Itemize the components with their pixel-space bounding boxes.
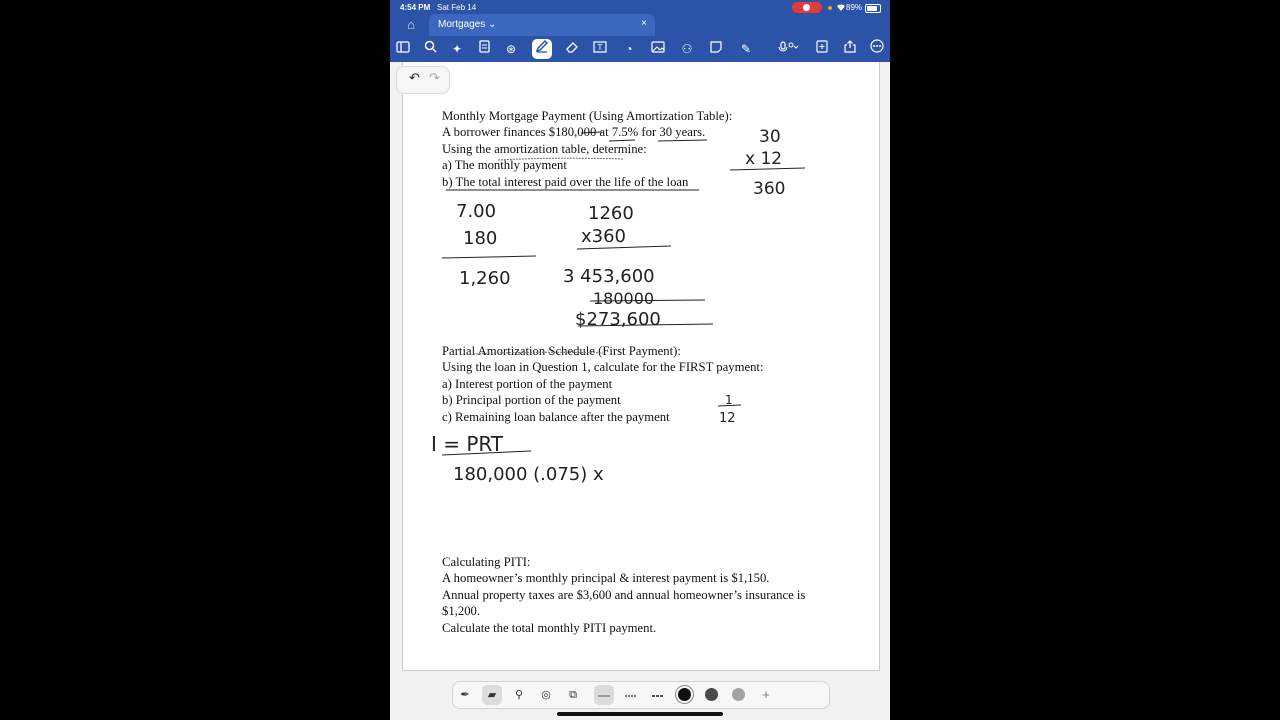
screen-recording-indicator[interactable] xyxy=(792,2,822,13)
shapes-icon[interactable]: ⧉ xyxy=(569,689,577,701)
hw-273600: $273,600 xyxy=(575,309,661,330)
strike-through-000 xyxy=(581,132,602,133)
chevron-down-icon: ⌄ xyxy=(488,19,497,30)
elements-icon[interactable]: ⚇ xyxy=(681,42,693,56)
app-header xyxy=(390,0,890,62)
q1-part-b: b) The total interest paid over the life of the loan xyxy=(442,175,689,189)
q1-line1: A borrower finances $180,000 at 7.5% for 30 years. xyxy=(442,125,706,139)
hw-frac-num: 1 xyxy=(725,393,733,407)
add-color-icon[interactable]: + xyxy=(762,687,770,702)
underline-7-5 xyxy=(609,140,635,141)
stroke-size-thick[interactable] xyxy=(648,685,668,705)
battery-icon xyxy=(865,4,881,13)
image-icon[interactable] xyxy=(648,39,668,59)
underline-30-years xyxy=(658,140,707,141)
q2-title: Partial Amortization Schedule (First Payment): xyxy=(442,344,681,358)
lasso-icon[interactable]: ◎ xyxy=(541,689,551,701)
highlighter-icon[interactable]: ▰ xyxy=(482,685,502,705)
q3-line3: $1,200. xyxy=(442,604,481,618)
color-light-gray[interactable] xyxy=(732,688,745,701)
undo-icon[interactable]: ↶ xyxy=(409,70,420,85)
scribble-underline-table xyxy=(498,158,623,160)
document-page[interactable] xyxy=(402,62,880,671)
color-dark-gray[interactable] xyxy=(705,688,718,701)
hw-frac-den: 12 xyxy=(719,411,736,426)
status-date: Sat Feb 14 xyxy=(437,3,477,12)
hw-360: 360 xyxy=(753,179,786,199)
sticky-note-icon[interactable] xyxy=(706,39,726,59)
hw-1260-result: 1,260 xyxy=(459,268,511,289)
home-icon[interactable]: ⌂ xyxy=(407,17,415,32)
hw-180: 180 xyxy=(463,228,498,249)
text-box-icon[interactable] xyxy=(590,39,610,59)
handwriting-layer xyxy=(403,62,879,670)
q3-line2: Annual property taxes are $3,600 and annual homeowner’s insurance is xyxy=(442,588,806,602)
q3-title: Calculating PITI: xyxy=(442,555,531,569)
ai-sparkle-icon[interactable]: ✦ xyxy=(451,42,463,56)
wifi-icon xyxy=(836,3,846,13)
q2-line1: Using the loan in Question 1, calculate for the FIRST payment: xyxy=(442,360,764,374)
color-black[interactable] xyxy=(678,688,691,701)
hw-30: 30 xyxy=(759,127,781,147)
q1-part-a: a) The monthly payment xyxy=(442,158,567,172)
hw-expr: 180,000 (.075) x xyxy=(453,464,604,485)
q2-part-a: a) Interest portion of the payment xyxy=(442,377,613,391)
fountain-pen-icon[interactable]: ⚲ xyxy=(514,689,524,701)
q2-part-c: c) Remaining loan balance after the payment xyxy=(442,410,670,424)
privacy-indicator xyxy=(828,6,832,10)
tab-title: Mortgages ⌄ xyxy=(438,19,497,30)
home-indicator[interactable] xyxy=(557,712,723,716)
close-icon[interactable]: × xyxy=(641,18,647,29)
pen-toolbar xyxy=(452,681,830,709)
document-icon[interactable] xyxy=(474,39,494,59)
stroke-size-thin[interactable] xyxy=(594,685,614,705)
hw-x360: x360 xyxy=(581,226,627,247)
lasso-icon[interactable]: ⊛ xyxy=(505,42,517,56)
status-time: 4:54 PM xyxy=(400,3,431,12)
line-7x180 xyxy=(442,256,536,258)
share-icon[interactable] xyxy=(840,39,860,59)
more-icon[interactable] xyxy=(867,39,887,59)
microphone-icon[interactable] xyxy=(774,39,804,59)
highlighter-wand-icon[interactable]: ✎ xyxy=(740,42,752,56)
q3-line4: Calculate the total monthly PITI payment. xyxy=(442,621,657,635)
hw-iprt: I = PRT xyxy=(431,432,504,456)
hw-180000: 180000 xyxy=(593,289,655,308)
add-page-icon[interactable] xyxy=(812,39,832,59)
q1-line2: Using the amortization table, determine: xyxy=(442,142,647,156)
hw-x12: x 12 xyxy=(745,149,783,169)
search-icon[interactable] xyxy=(420,39,440,59)
toolbar xyxy=(390,36,890,62)
stroke-size-medium[interactable] xyxy=(621,685,641,705)
hw-700: 7.00 xyxy=(456,201,497,222)
redo-icon[interactable]: ↷ xyxy=(429,70,440,85)
battery-percent: 89% xyxy=(846,3,863,12)
scribble-underline-amortization xyxy=(473,352,603,354)
q2-part-b: b) Principal portion of the payment xyxy=(442,393,621,407)
svg-text:T: T xyxy=(597,43,603,52)
eraser-icon[interactable] xyxy=(562,39,582,59)
shapes-icon[interactable]: ◔ xyxy=(625,42,633,56)
sidebar-icon[interactable] xyxy=(393,39,413,59)
hw-453600: 3 453,600 xyxy=(563,266,655,287)
pen-icon[interactable]: ✒ xyxy=(460,689,470,701)
hw-1260: 1260 xyxy=(588,203,634,224)
pen-icon[interactable] xyxy=(532,39,552,59)
tab-mortgages[interactable] xyxy=(429,14,655,36)
q1-title: Monthly Mortgage Payment (Using Amortization Table): xyxy=(442,109,733,123)
q3-line1: A homeowner’s monthly principal & interest payment is $1,150. xyxy=(442,571,770,585)
ipad-screen xyxy=(390,0,890,720)
undo-redo-group xyxy=(396,66,450,94)
